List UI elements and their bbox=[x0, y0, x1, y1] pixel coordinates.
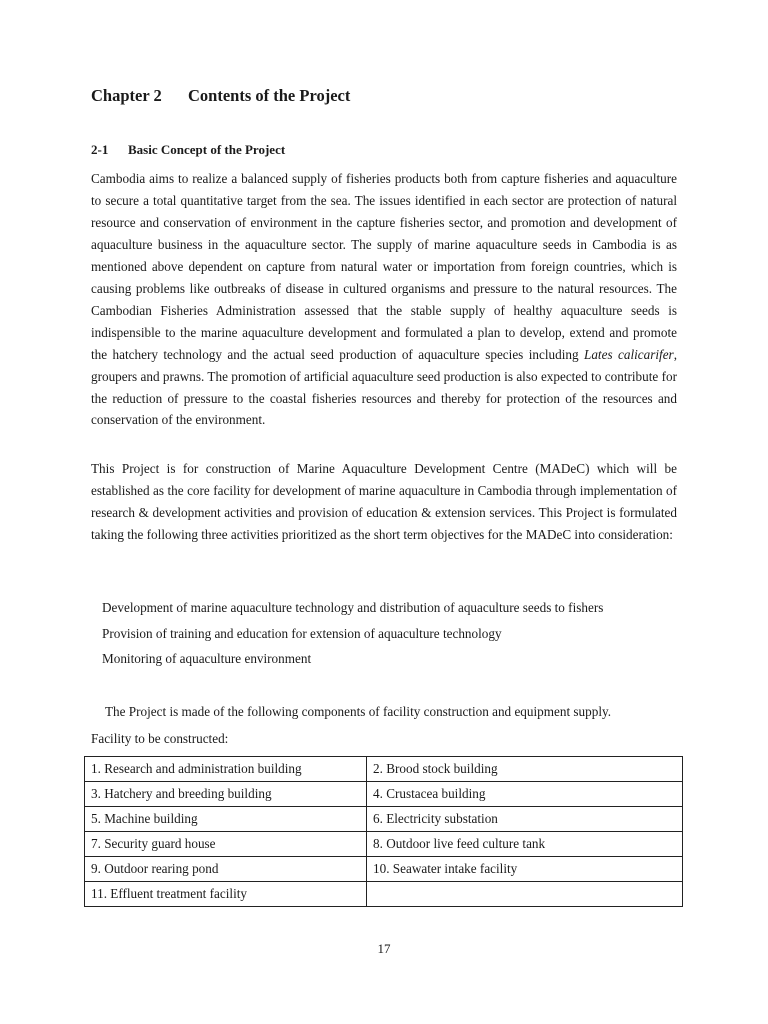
table-cell: 11. Effluent treatment facility bbox=[85, 882, 367, 907]
chapter-heading bbox=[91, 86, 350, 106]
table-cell: 5. Machine building bbox=[85, 807, 367, 832]
section-title: Basic Concept of the Project bbox=[128, 142, 286, 157]
table-cell: 6. Electricity substation bbox=[367, 807, 683, 832]
chapter-number: Chapter 2 bbox=[91, 86, 162, 105]
table-cell: 7. Security guard house bbox=[85, 832, 367, 857]
table-row bbox=[85, 882, 683, 907]
table-row bbox=[85, 757, 683, 782]
table-row bbox=[85, 807, 683, 832]
objective-item: Development of marine aquaculture technology and distribution of aquaculture seeds to fishers bbox=[102, 600, 604, 615]
table-row bbox=[85, 857, 683, 882]
table-cell: 3. Hatchery and breeding building bbox=[85, 782, 367, 807]
paragraph-text: Cambodia aims to realize a balanced supply of fisheries products both from capture fisheries and aquaculture to secure a total quantitative target from the sea. The issues identified in each sector are protection of natural resource and conservation of environment in the capture fisheries sector, and promotion and development of aquaculture business in the aquaculture sector. The supply of marine aquaculture seeds in Cambodia is as mentioned above dependent on capture from natural water or importation from foreign countries, which is causing problems like outbreaks of disease in cultured organisms and pressure to the natural resources. The Cambodian Fisheries Administration assessed that the stable supply of healthy aquaculture seeds is indispensible to the marine aquaculture development and formulated a plan to develop, extend and promote the hatchery technology and the actual seed production of aquaculture species including bbox=[91, 171, 677, 362]
chapter-title: Contents of the Project bbox=[188, 86, 351, 105]
facility-label: Facility to be constructed: bbox=[91, 731, 229, 746]
section-number: 2-1 bbox=[91, 142, 109, 157]
species-name-italic: Lates calicarifer bbox=[584, 346, 674, 362]
section-heading bbox=[91, 142, 285, 158]
table-cell: 1. Research and administration building bbox=[85, 757, 367, 782]
facility-table bbox=[84, 756, 683, 907]
table-cell: 9. Outdoor rearing pond bbox=[85, 857, 367, 882]
table-cell: 8. Outdoor live feed culture tank bbox=[367, 832, 683, 857]
table-cell: 10. Seawater intake facility bbox=[367, 857, 683, 882]
table-cell-empty bbox=[367, 882, 683, 907]
page-number: 17 bbox=[377, 941, 391, 956]
paragraph-text: , groupers and prawns. The promotion of artificial aquaculture seed production is also expected to contribute for the reduction of pressure to the coastal fisheries resources and thereby for protection of the resources and conservation of the environment. bbox=[91, 346, 677, 428]
objectives-list bbox=[102, 598, 603, 675]
table-row bbox=[85, 782, 683, 807]
document-page bbox=[91, 0, 677, 1024]
components-intro: The Project is made of the following components of facility construction and equipment supply. bbox=[105, 704, 612, 719]
paragraph-basic-concept bbox=[91, 168, 677, 431]
paragraph-project-description: This Project is for construction of Marine Aquaculture Development Centre (MADeC) which will be established as the core facility for development of marine aquaculture in Cambodia through implementation of research & development activities and provision of education & extension services. This Project is formulated taking the following three activities prioritized as the short term objectives for the MADeC into consideration: bbox=[91, 461, 677, 542]
table-cell: 4. Crustacea building bbox=[367, 782, 683, 807]
table-row bbox=[85, 832, 683, 857]
table-cell: 2. Brood stock building bbox=[367, 757, 683, 782]
objective-item: Monitoring of aquaculture environment bbox=[102, 651, 312, 666]
objective-item: Provision of training and education for extension of aquaculture technology bbox=[102, 625, 502, 641]
